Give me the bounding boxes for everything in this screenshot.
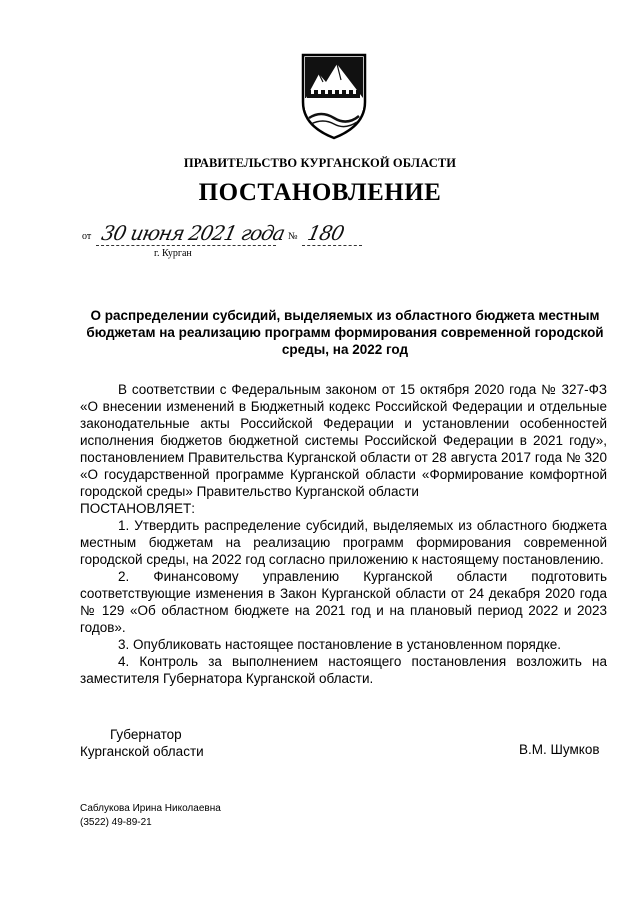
handwritten-number: 180 [305, 221, 346, 245]
item-3: 3. Опубликовать настоящее постановление в установленном порядке. [118, 637, 562, 652]
number-underline [302, 245, 362, 246]
document-body [80, 381, 607, 687]
number-label: № [288, 231, 298, 242]
city-label: г. Курган [154, 248, 192, 259]
preamble-paragraph: В соответствии с Федеральным законом от 15 октября 2020 года № 327-ФЗ «О внесении изменений в Бюджетный кодекс Российской Федерации и отдельные законодательные акты Российской Федерации и установлении особенностей исполнения бюджетов бюджетной системы Российской Федерации в 2021 году», постановлением Правительства Курганской области от 28 августа 2017 года № 320 «О государственной программе Курганской области «Формирование комфортной городской среды» Правительство Курганской области [80, 382, 607, 499]
signatory-position-line2: Курганской области [80, 744, 204, 759]
executor-phone: (3522) 49-89-21 [80, 817, 152, 828]
date-underline [96, 245, 276, 246]
document-type-title: ПОСТАНОВЛЕНИЕ [198, 179, 442, 206]
date-number-line [82, 223, 372, 263]
executor-name: Саблукова Ирина Николаевна [80, 803, 221, 814]
handwritten-date: 30 июня 2021 года [99, 221, 287, 245]
coat-of-arms-emblem [299, 52, 369, 140]
signatory-position-line1: Губернатор [110, 727, 182, 742]
item-2: 2. Финансовому управлению Курганской области подготовить соответствующие изменения в Закон Курганской области от 24 декабря 2020 года № 129 «Об областном бюджете на 2021 год и на плановый период 2022 и 2023 годов». [80, 569, 607, 635]
decree-word: ПОСТАНОВЛЯЕТ: [80, 501, 196, 516]
from-label: от [82, 231, 92, 242]
item-4: 4. Контроль за выполнением настоящего постановления возложить на заместителя Губернатора Курганской области. [80, 654, 607, 686]
item-1: 1. Утвердить распределение субсидий, выделяемых из областного бюджета местным бюджетам на реализацию программ формирования современной городской среды, на 2022 год согласно приложению к настоящему постановлению. [80, 518, 607, 567]
government-name: ПРАВИТЕЛЬСТВО КУРГАНСКОЙ ОБЛАСТИ [183, 156, 457, 170]
signatory-name: В.М. Шумков [519, 742, 600, 757]
document-subject: О распределении субсидий, выделяемых из областного бюджета местным бюджетам на реализацию программ формирования современной городской среды, на 2022 год [86, 308, 604, 357]
executor-info [80, 802, 221, 830]
signatory-position [80, 726, 204, 760]
